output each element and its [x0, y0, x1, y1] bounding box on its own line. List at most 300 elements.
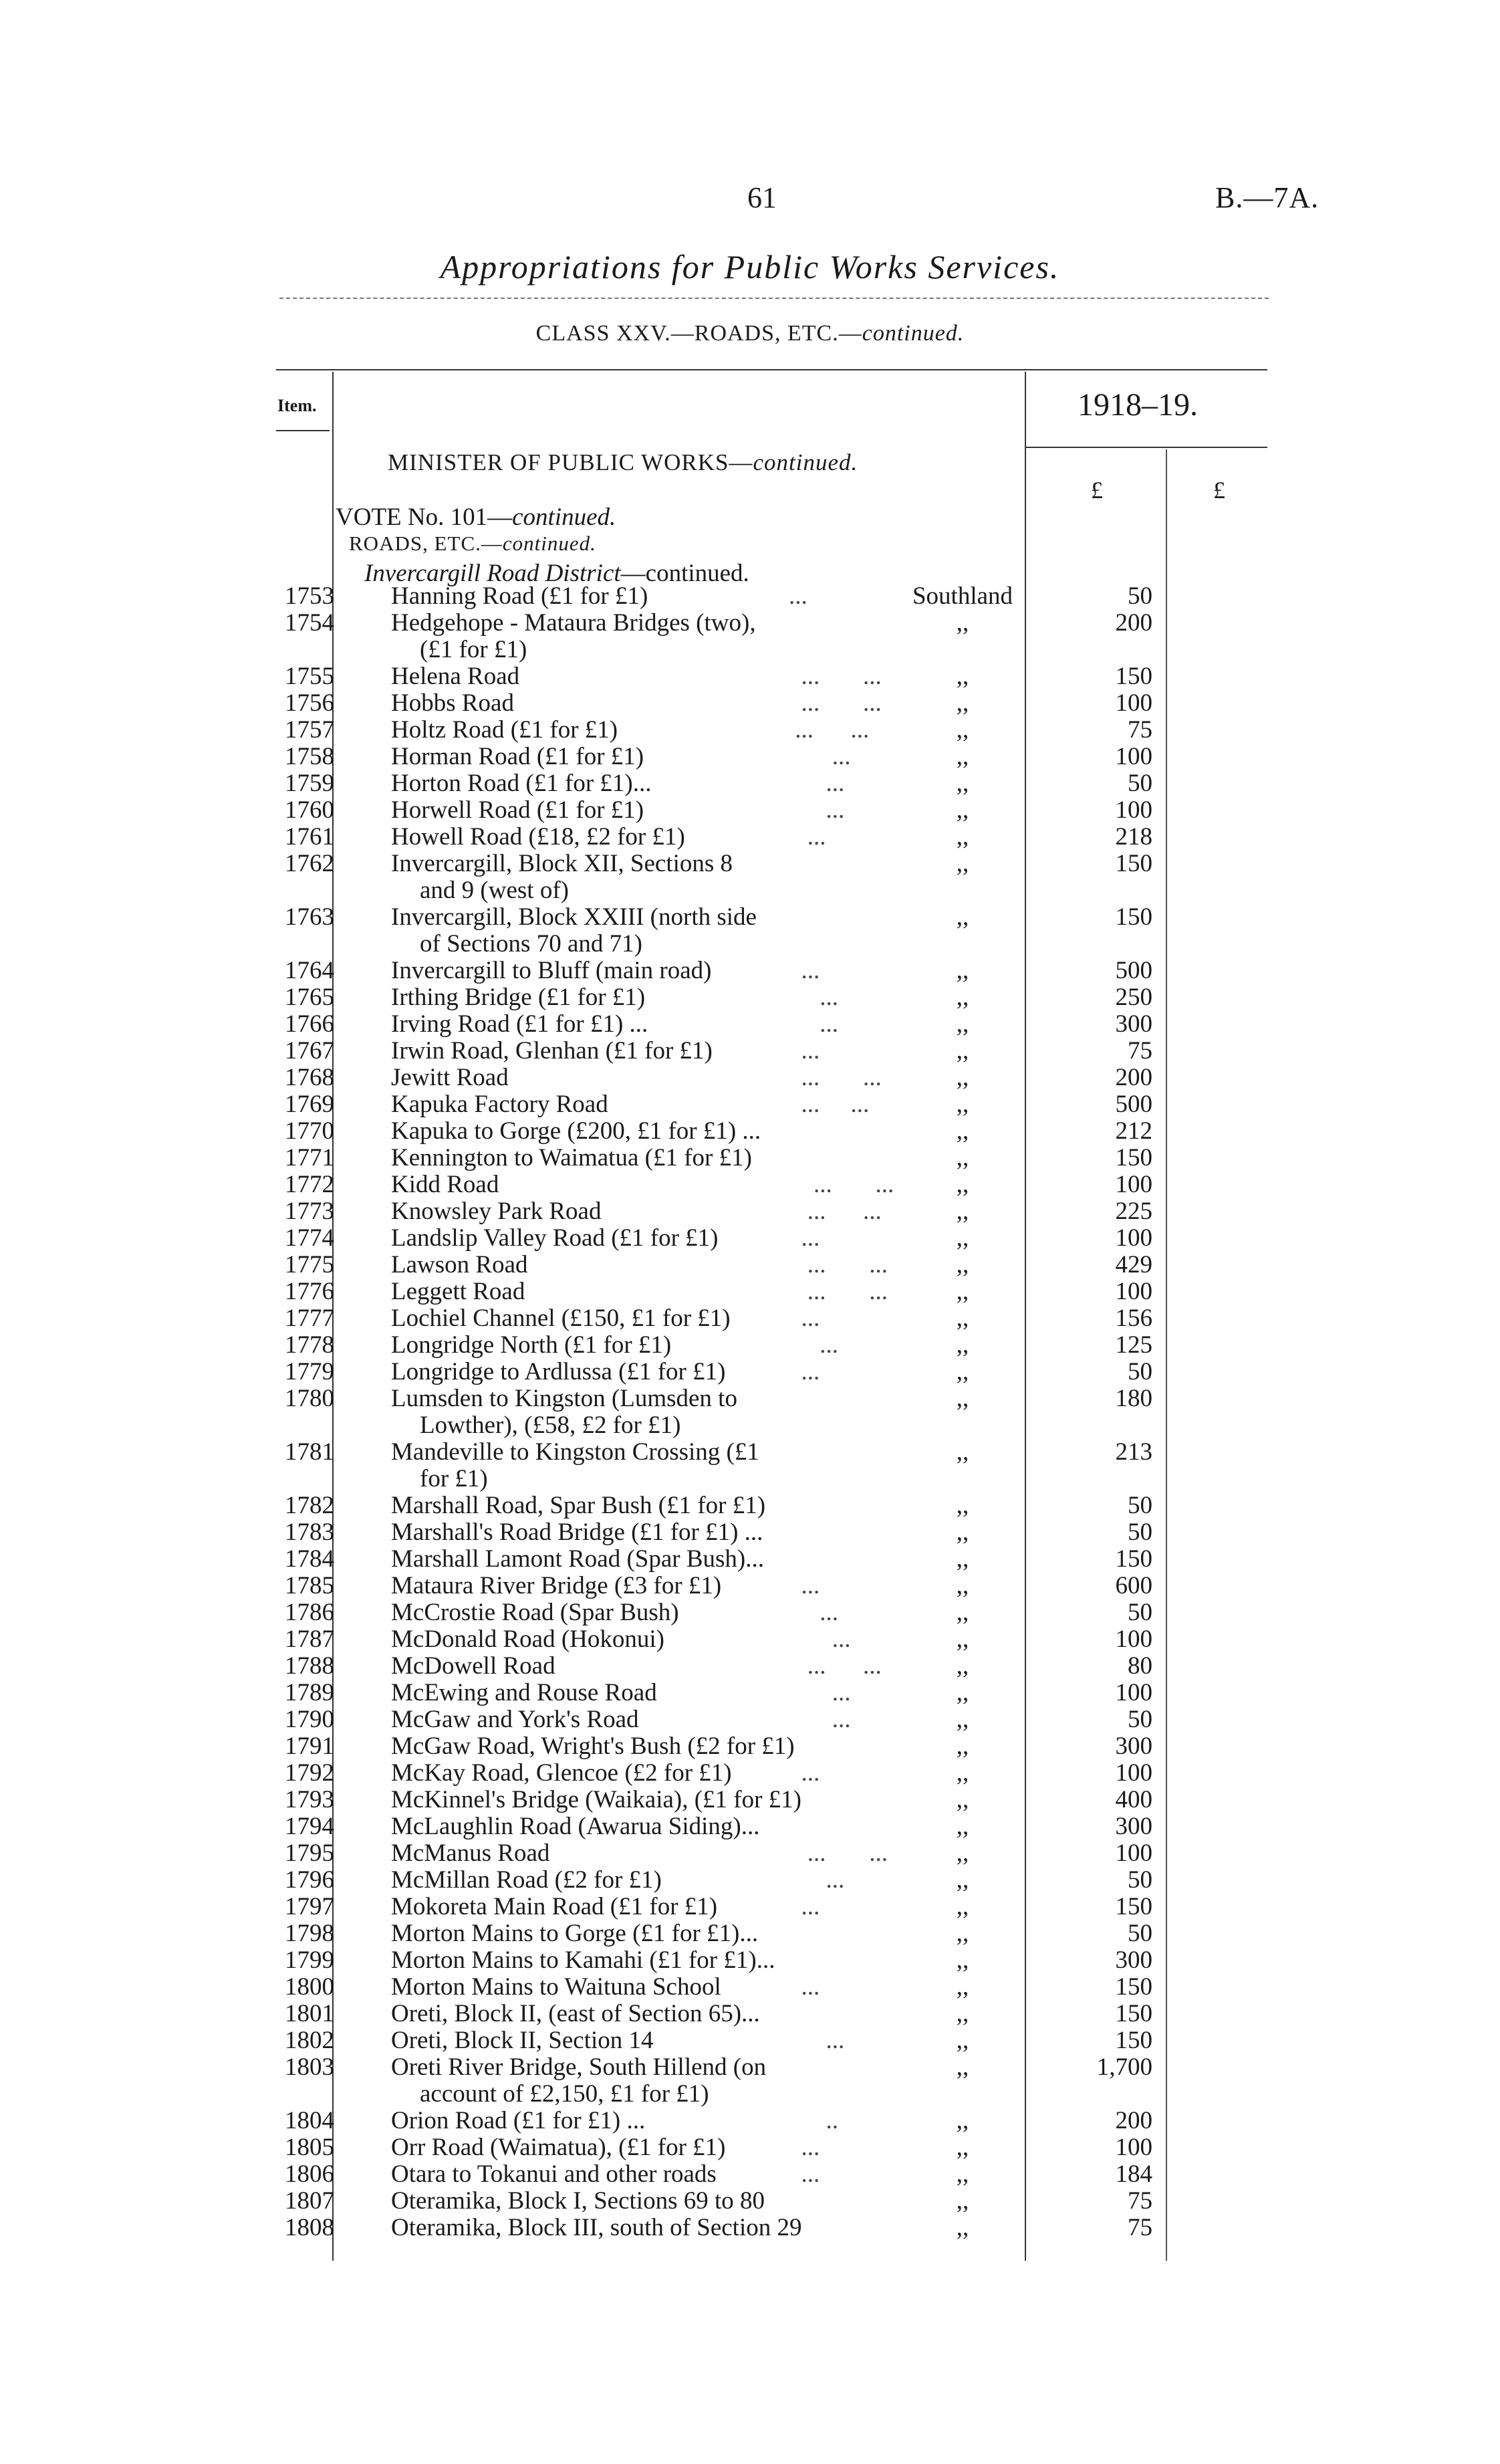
item-number: 1769: [285, 1091, 334, 1118]
roads-heading: ROADS, ETC.—continued.: [349, 532, 596, 555]
table-row: [0, 1278, 1500, 1305]
item-district: ,,: [956, 1171, 969, 1198]
item-amount: 1,700: [1096, 2053, 1152, 2081]
item-number: 1776: [285, 1278, 334, 1305]
item-district: Southland: [912, 582, 1013, 610]
item-description: Invercargill to Bluff (main road): [391, 957, 712, 984]
leader-dots: ...: [789, 582, 814, 610]
page-number: 61: [747, 181, 777, 214]
item-description: Marshall Road, Spar Bush (£1 for £1): [391, 1492, 766, 1519]
table-row: [0, 1947, 1500, 1974]
item-district: ,,: [956, 1973, 969, 2001]
leader-dots: ...: [789, 1626, 851, 1653]
item-number: 1753: [285, 582, 334, 610]
item-number: 1807: [285, 2187, 334, 2215]
item-district: ,,: [956, 1732, 969, 1760]
item-amount: 50: [1128, 1599, 1152, 1626]
item-number: 1773: [285, 1198, 334, 1225]
item-number: 1805: [285, 2134, 334, 2161]
item-number: 1772: [285, 1171, 334, 1198]
item-amount: 200: [1115, 1064, 1152, 1091]
table-row: [0, 2134, 1500, 2161]
item-description: Morton Mains to Waituna School: [391, 1973, 721, 2001]
item-description: McDowell Road: [391, 1652, 555, 1680]
item-description: Howell Road (£18, £2 for £1): [391, 823, 685, 851]
district-heading: Invercargill Road District—continued.: [364, 560, 749, 587]
item-district: ,,: [956, 823, 969, 851]
item-district: ,,: [956, 1839, 969, 1867]
item-amount: 50: [1128, 1706, 1152, 1733]
item-description-continued: (£1 for £1): [420, 636, 527, 663]
item-amount: 150: [1115, 1545, 1152, 1573]
item-description: McLaughlin Road (Awarua Siding)...: [391, 1813, 760, 1840]
item-amount: 100: [1115, 1839, 1152, 1867]
item-amount: 156: [1115, 1305, 1152, 1332]
item-district: ,,: [956, 1358, 969, 1385]
item-district: ,,: [956, 796, 969, 824]
item-amount: 100: [1115, 796, 1152, 824]
leader-dots: ...: [789, 1358, 820, 1385]
item-number: 1784: [285, 1545, 334, 1573]
item-description: Horman Road (£1 for £1): [391, 743, 644, 770]
class-title: CLASS XXV.—ROADS, ETC.—continued.: [535, 321, 965, 346]
year-header-rule: [1025, 447, 1267, 448]
item-district: ,,: [956, 689, 969, 717]
item-number: 1808: [285, 2214, 334, 2241]
item-district: ,,: [956, 1385, 969, 1412]
minister-heading: MINISTER OF PUBLIC WORKS—continued.: [388, 449, 858, 475]
item-number: 1797: [285, 1893, 334, 1920]
item-amount: 100: [1115, 2134, 1152, 2161]
item-description: McEwing and Rouse Road: [391, 1679, 657, 1706]
item-number: 1800: [285, 1973, 334, 2001]
table-row: [0, 1599, 1500, 1626]
item-district: ,,: [956, 2187, 969, 2215]
leader-dots: ... ...: [789, 1251, 888, 1278]
table-row: [0, 1706, 1500, 1733]
leader-dots: ... ...: [789, 1064, 882, 1091]
item-district: ,,: [956, 1091, 969, 1118]
item-amount: 50: [1128, 1519, 1152, 1546]
table-row: [0, 850, 1500, 904]
item-number: 1793: [285, 1786, 334, 1813]
item-amount: 100: [1115, 1224, 1152, 1252]
item-number: 1763: [285, 903, 334, 931]
item-district: ,,: [956, 903, 969, 931]
item-number: 1761: [285, 823, 334, 851]
item-description: Kidd Road: [391, 1171, 499, 1198]
item-description: Mokoreta Main Road (£1 for £1): [391, 1893, 718, 1920]
item-amount: 300: [1115, 1946, 1152, 1974]
item-description: Oreti, Block II, Section 14: [391, 2027, 654, 2054]
item-district: ,,: [956, 2160, 969, 2188]
item-district: ,,: [956, 770, 969, 797]
item-number: 1770: [285, 1117, 334, 1145]
leader-dots: ...: [789, 2134, 820, 2161]
item-amount: 150: [1115, 2000, 1152, 2027]
item-district: ,,: [956, 1037, 969, 1065]
leader-dots: ...: [789, 1599, 838, 1626]
item-amount: 300: [1115, 1010, 1152, 1038]
table-row: [0, 717, 1500, 744]
item-number: 1804: [285, 2107, 334, 2134]
table-row: [0, 2053, 1500, 2108]
table-row: [0, 1065, 1500, 1091]
item-description: Oteramika, Block III, south of Section 29: [391, 2214, 802, 2241]
table-row: [0, 2188, 1500, 2215]
table-row: [0, 1867, 1500, 1894]
item-amount: 150: [1115, 2027, 1152, 2054]
table-row: [0, 770, 1500, 797]
item-district: ,,: [956, 850, 969, 877]
item-number: 1783: [285, 1519, 334, 1546]
table-row: [0, 609, 1500, 663]
item-description: Holtz Road (£1 for £1): [391, 716, 618, 744]
table-row: [0, 2108, 1500, 2134]
currency-header-2: £: [1213, 477, 1225, 503]
item-amount: 50: [1128, 1866, 1152, 1894]
item-amount: 150: [1115, 1973, 1152, 2001]
item-number: 1801: [285, 2000, 334, 2027]
item-description: Otara to Tokanui and other roads: [391, 2160, 717, 2188]
item-amount: 100: [1115, 743, 1152, 770]
item-description: Lochiel Channel (£150, £1 for £1): [391, 1305, 731, 1332]
item-number: 1756: [285, 689, 334, 717]
item-district: ,,: [956, 1866, 969, 1894]
item-amount: 200: [1115, 2107, 1152, 2134]
item-description: Orr Road (Waimatua), (£1 for £1): [391, 2134, 726, 2161]
item-description: Lumsden to Kingston (Lumsden to: [391, 1385, 737, 1412]
item-district: ,,: [956, 1305, 969, 1332]
table-row: [0, 1118, 1500, 1145]
item-district: ,,: [956, 2027, 969, 2054]
item-district: ,,: [956, 984, 969, 1011]
item-amount: 125: [1115, 1331, 1152, 1359]
item-district: ,,: [956, 1572, 969, 1599]
title-divider: [279, 298, 1269, 299]
item-description: Hobbs Road: [391, 689, 514, 717]
table-row: [0, 1198, 1500, 1225]
item-amount: 250: [1115, 984, 1152, 1011]
table-row: [0, 1038, 1500, 1065]
item-amount: 75: [1128, 716, 1152, 744]
item-number: 1782: [285, 1492, 334, 1519]
item-description: McManus Road: [391, 1839, 550, 1867]
table-row: [0, 1305, 1500, 1332]
item-description: Leggett Road: [391, 1278, 525, 1305]
leader-dots: ...: [789, 1010, 838, 1038]
item-amount: 212: [1115, 1117, 1152, 1145]
item-description: Orion Road (£1 for £1) ...: [391, 2107, 646, 2134]
item-district: ,,: [956, 1946, 969, 1974]
item-district: ,,: [956, 1786, 969, 1813]
item-number: 1765: [285, 984, 334, 1011]
table-row: [0, 797, 1500, 824]
item-amount: 75: [1128, 2187, 1152, 2215]
item-amount: 50: [1128, 1492, 1152, 1519]
leader-dots: ...: [789, 1866, 845, 1894]
item-number: 1781: [285, 1438, 334, 1466]
item-description: Irwin Road, Glenhan (£1 for £1): [391, 1037, 713, 1065]
table-row: [0, 1920, 1500, 1947]
leader-dots: ... ...: [789, 689, 882, 717]
item-description: Longridge North (£1 for £1): [391, 1331, 672, 1359]
leader-dots: ...: [789, 2160, 820, 2188]
leader-dots: ...: [789, 1679, 851, 1706]
leader-dots: ...: [789, 1305, 820, 1332]
leader-dots: ...: [789, 770, 845, 797]
item-number: 1794: [285, 1813, 334, 1840]
item-district: ,,: [956, 1679, 969, 1706]
item-amount: 180: [1115, 1385, 1152, 1412]
item-amount: 50: [1128, 582, 1152, 610]
item-description: Oreti, Block II, (east of Section 65)...: [391, 2000, 760, 2027]
item-district: ,,: [956, 1599, 969, 1626]
vote-heading: VOTE No. 101—continued.: [336, 503, 616, 531]
table-row: [0, 2215, 1500, 2241]
item-description-continued: Lowther), (£58, £2 for £1): [420, 1412, 681, 1439]
item-description: Oreti River Bridge, South Hillend (on: [391, 2053, 767, 2081]
item-district: ,,: [956, 2214, 969, 2241]
item-number: 1754: [285, 609, 334, 637]
leader-dots: ... ...: [789, 1198, 882, 1225]
item-description: Irving Road (£1 for £1) ...: [391, 1010, 648, 1038]
item-number: 1802: [285, 2027, 334, 2054]
item-district: ,,: [956, 1117, 969, 1145]
item-description-continued: account of £2,150, £1 for £1): [420, 2080, 709, 2108]
item-description: McGaw and York's Road: [391, 1706, 639, 1733]
table-row: [0, 903, 1500, 958]
leader-dots: ...: [789, 1973, 820, 2001]
item-number: 1779: [285, 1358, 334, 1385]
table-row: [0, 1225, 1500, 1252]
item-number: 1789: [285, 1679, 334, 1706]
table-row: [0, 1492, 1500, 1519]
table-row: [0, 984, 1500, 1011]
item-description: Jewitt Road: [391, 1064, 509, 1091]
item-description: McKay Road, Glencoe (£2 for £1): [391, 1759, 732, 1787]
item-number: 1775: [285, 1251, 334, 1278]
item-district: ,,: [956, 1224, 969, 1252]
item-amount: 218: [1115, 823, 1152, 851]
item-district: ,,: [956, 2134, 969, 2161]
item-number: 1759: [285, 770, 334, 797]
table-row: [0, 690, 1500, 717]
item-district: ,,: [956, 1759, 969, 1787]
table-row: [0, 1760, 1500, 1787]
item-number: 1760: [285, 796, 334, 824]
item-description: Knowsley Park Road: [391, 1198, 602, 1225]
item-number: 1795: [285, 1839, 334, 1867]
item-description: Kapuka to Gorge (£200, £1 for £1) ...: [391, 1117, 761, 1145]
table-row: [0, 1546, 1500, 1573]
leader-dots: ...: [789, 2027, 845, 2054]
item-amount: 300: [1115, 1732, 1152, 1760]
leader-dots: ...: [789, 743, 851, 770]
table-row: [0, 1252, 1500, 1278]
item-amount: 100: [1115, 1171, 1152, 1198]
item-description: Mataura River Bridge (£3 for £1): [391, 1572, 722, 1599]
item-description: Mandeville to Kingston Crossing (£1: [391, 1438, 759, 1466]
item-number: 1758: [285, 743, 334, 770]
item-amount: 500: [1115, 1091, 1152, 1118]
document-code: B.—7A.: [1215, 181, 1320, 214]
item-description: Horton Road (£1 for £1)...: [391, 770, 652, 797]
item-district: ,,: [956, 609, 969, 637]
item-district: ,,: [956, 1492, 969, 1519]
item-amount: 100: [1115, 1278, 1152, 1305]
leader-dots: ...: [789, 823, 826, 851]
item-district: ,,: [956, 1064, 969, 1091]
item-header-rule: [276, 430, 330, 431]
item-number: 1755: [285, 663, 334, 690]
item-district: ,,: [956, 1278, 969, 1305]
table-row: [0, 1091, 1500, 1118]
leader-dots: ...: [789, 984, 838, 1011]
table-row: [0, 583, 1500, 610]
item-description: Hanning Road (£1 for £1): [391, 582, 648, 610]
item-district: ,,: [956, 1010, 969, 1038]
item-column-header: Item.: [277, 396, 317, 415]
leader-dots: ...: [789, 1224, 820, 1252]
item-number: 1786: [285, 1599, 334, 1626]
leader-dots: ... ...: [789, 1091, 870, 1118]
item-district: ,,: [956, 1626, 969, 1653]
item-description: Oteramika, Block I, Sections 69 to 80: [391, 2187, 765, 2215]
table-row: [0, 1626, 1500, 1653]
item-description: Lawson Road: [391, 1251, 528, 1278]
item-number: 1774: [285, 1224, 334, 1252]
item-amount: 150: [1115, 663, 1152, 690]
table-row: [0, 1519, 1500, 1546]
item-district: ,,: [956, 2000, 969, 2027]
item-amount: 150: [1115, 850, 1152, 877]
item-amount: 75: [1128, 1037, 1152, 1065]
item-description: McCrostie Road (Spar Bush): [391, 1599, 679, 1626]
item-description: Kapuka Factory Road: [391, 1091, 608, 1118]
item-district: ,,: [956, 1519, 969, 1546]
leader-dots: ..: [789, 2107, 838, 2134]
item-description: Morton Mains to Kamahi (£1 for £1)...: [391, 1946, 775, 1974]
item-description: Helena Road: [391, 663, 520, 690]
item-number: 1777: [285, 1305, 334, 1332]
item-description: McKinnel's Bridge (Waikaia), (£1 for £1): [391, 1786, 802, 1813]
table-row: [0, 1680, 1500, 1706]
item-description: Hedgehope - Mataura Bridges (two),: [391, 609, 756, 637]
item-number: 1799: [285, 1946, 334, 1974]
table-row: [0, 1787, 1500, 1813]
item-district: ,,: [956, 1920, 969, 1947]
item-district: ,,: [956, 1813, 969, 1840]
item-district: ,,: [956, 716, 969, 744]
item-amount: 600: [1115, 1572, 1152, 1599]
item-number: 1803: [285, 2053, 334, 2081]
table-top-rule: [276, 369, 1267, 370]
item-number: 1785: [285, 1572, 334, 1599]
leader-dots: ... ...: [789, 1278, 888, 1305]
table-row: [0, 1894, 1500, 1920]
item-number: 1771: [285, 1144, 334, 1171]
item-amount: 150: [1115, 1144, 1152, 1171]
item-district: ,,: [956, 1652, 969, 1680]
leader-dots: ...: [789, 1706, 851, 1733]
leader-dots: ...: [789, 1759, 820, 1787]
item-district: ,,: [956, 1144, 969, 1171]
table-row: [0, 1840, 1500, 1867]
item-number: 1762: [285, 850, 334, 877]
table-row: [0, 1145, 1500, 1171]
item-district: ,,: [956, 957, 969, 984]
item-description: Irthing Bridge (£1 for £1): [391, 984, 646, 1011]
leader-dots: ...: [789, 1572, 820, 1599]
table-row: [0, 663, 1500, 690]
item-description: McDonald Road (Hokonui): [391, 1626, 664, 1653]
item-amount: 150: [1115, 903, 1152, 931]
item-amount: 100: [1115, 1679, 1152, 1706]
table-row: [0, 824, 1500, 851]
item-amount: 50: [1128, 1358, 1152, 1385]
item-amount: 300: [1115, 1813, 1152, 1840]
page-title: Appropriations for Public Works Services.: [440, 248, 1060, 286]
item-description-continued: of Sections 70 and 71): [420, 930, 642, 958]
table-row: [0, 744, 1500, 770]
item-number: 1778: [285, 1331, 334, 1359]
table-row: [0, 1171, 1500, 1198]
table-row: [0, 1653, 1500, 1680]
item-description-continued: for £1): [420, 1465, 488, 1492]
leader-dots: ... ...: [789, 1171, 894, 1198]
item-district: ,,: [956, 743, 969, 770]
item-amount: 80: [1128, 1652, 1152, 1680]
leader-dots: ... ...: [789, 716, 870, 744]
item-number: 1768: [285, 1064, 334, 1091]
item-number: 1766: [285, 1010, 334, 1038]
item-number: 1767: [285, 1037, 334, 1065]
item-district: ,,: [956, 1198, 969, 1225]
item-number: 1787: [285, 1626, 334, 1653]
item-district: ,,: [956, 2107, 969, 2134]
leader-dots: ...: [789, 1893, 820, 1920]
item-amount: 213: [1115, 1438, 1152, 1466]
item-number: 1788: [285, 1652, 334, 1680]
item-amount: 150: [1115, 1893, 1152, 1920]
table-row: [0, 1733, 1500, 1760]
item-number: 1792: [285, 1759, 334, 1787]
item-number: 1791: [285, 1732, 334, 1760]
item-number: 1798: [285, 1920, 334, 1947]
item-number: 1790: [285, 1706, 334, 1733]
item-amount: 400: [1115, 1786, 1152, 1813]
leader-dots: ...: [789, 957, 820, 984]
item-amount: 100: [1115, 1626, 1152, 1653]
item-district: ,,: [956, 2053, 969, 2081]
item-description: Landslip Valley Road (£1 for £1): [391, 1224, 719, 1252]
item-amount: 50: [1128, 1920, 1152, 1947]
table-row: [0, 2027, 1500, 2054]
table-row: [0, 1573, 1500, 1599]
item-number: 1796: [285, 1866, 334, 1894]
item-district: ,,: [956, 1438, 969, 1466]
item-description: Kennington to Waimatua (£1 for £1): [391, 1144, 752, 1171]
leader-dots: ...: [789, 1331, 838, 1359]
item-description: Morton Mains to Gorge (£1 for £1)...: [391, 1920, 759, 1947]
item-description: Horwell Road (£1 for £1): [391, 796, 644, 824]
item-district: ,,: [956, 1893, 969, 1920]
table-row: [0, 1813, 1500, 1840]
item-amount: 100: [1115, 689, 1152, 717]
table-row: [0, 2001, 1500, 2027]
table-row: [0, 1359, 1500, 1385]
